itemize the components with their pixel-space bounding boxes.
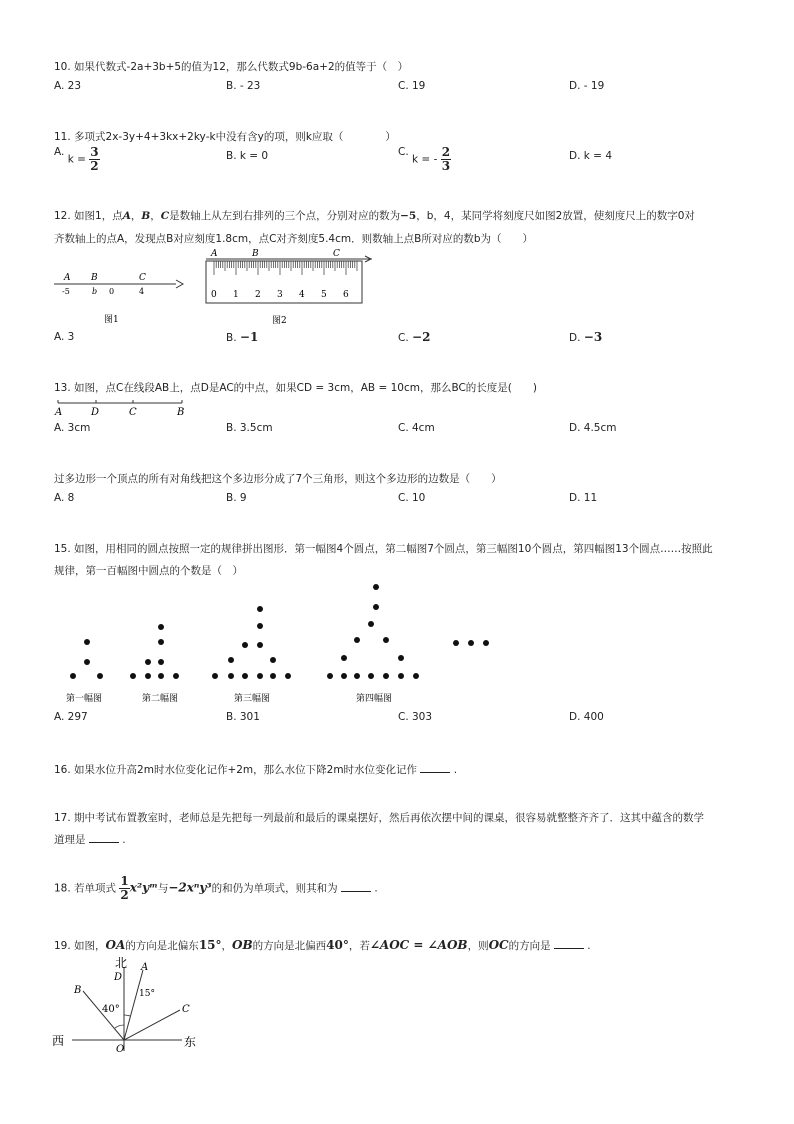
q18-answer-blank[interactable] bbox=[341, 881, 371, 892]
pattern-dot bbox=[84, 659, 90, 665]
pattern-dot bbox=[373, 584, 379, 590]
seg-label-d: D bbox=[91, 407, 100, 418]
pattern-caption-2: 第二幅图 bbox=[142, 694, 179, 704]
pattern-dot bbox=[257, 623, 263, 629]
pattern-dot bbox=[341, 655, 347, 661]
pattern-dot bbox=[373, 604, 379, 610]
pattern-dot bbox=[257, 642, 263, 648]
q19-stem bbox=[54, 938, 591, 953]
q11-option-d[interactable]: D. k = 4 bbox=[569, 150, 612, 162]
q12-option-b-value: −1 bbox=[239, 330, 259, 344]
frac-numerator: 1 bbox=[120, 874, 129, 888]
q12-option-b[interactable] bbox=[226, 330, 258, 344]
q18-stem bbox=[54, 875, 378, 902]
dot-pattern bbox=[70, 584, 489, 679]
pattern-dot bbox=[257, 606, 263, 612]
pattern-dot bbox=[368, 673, 374, 679]
pattern-dot bbox=[354, 637, 360, 643]
q19-text-e: ，若 bbox=[348, 940, 370, 952]
fig2-label-a: A bbox=[211, 249, 218, 259]
q18-text-a: 18. 若单项式 bbox=[54, 882, 117, 895]
pattern-dot bbox=[257, 673, 263, 679]
q12-option-c-value: −2 bbox=[412, 330, 431, 344]
q13-option-d[interactable]: D. 4.5cm bbox=[569, 422, 617, 434]
q14-stem: 过多边形一个顶点的所有对角线把这个多边形分成了7个三角形，则这个多边形的边数是（ ） bbox=[54, 473, 502, 485]
q19-deg15: 15° bbox=[198, 938, 222, 952]
pattern-dot bbox=[173, 673, 179, 679]
frac-numerator: 3 bbox=[90, 145, 99, 159]
q12-point-c: C bbox=[160, 210, 170, 222]
q12-option-c-label: C. bbox=[398, 332, 409, 344]
q11-option-c[interactable] bbox=[398, 146, 451, 173]
q15-stem-line1: 15. 如图，用相同的圆点按照一定的规律拼出图形．第一幅图4个圆点，第二幅图7个圆点，第三幅图10个圆点，第四幅图13个圆点……按照此 bbox=[54, 543, 713, 555]
q10-stem: 10. 如果代数式-2a+3b+5的值为12，那么代数式9b-6a+2的值等于（ ） bbox=[54, 61, 409, 73]
q11-option-a-fraction bbox=[89, 146, 99, 173]
q12-option-a[interactable]: A. 3 bbox=[54, 331, 75, 343]
q11-option-a-lhs: k = bbox=[67, 153, 86, 166]
q18-monomial-1: x²yᵐ bbox=[129, 880, 158, 895]
q12-option-d[interactable] bbox=[569, 330, 602, 344]
seg-label-a: A bbox=[55, 407, 63, 418]
q13-option-c[interactable]: C. 4cm bbox=[398, 422, 435, 434]
q12-option-c[interactable] bbox=[398, 330, 430, 344]
q10-option-d[interactable]: D. ‑ 19 bbox=[569, 80, 605, 92]
q19-text-c: ， bbox=[221, 940, 233, 952]
q12-stem-line2: 齐数轴上的点A，发现点B对应刻度1.8cm，点C对齐刻度5.4cm．则数轴上点B所对应的数b为（ ） bbox=[54, 233, 533, 245]
ruler-num-0: 0 bbox=[211, 290, 217, 300]
fig2-label-b: B bbox=[252, 249, 259, 259]
fig-label-c: C bbox=[182, 1004, 190, 1015]
pattern-dot bbox=[383, 673, 389, 679]
q19-ob: OB bbox=[232, 938, 253, 952]
fig1-label-a: A bbox=[64, 273, 71, 283]
q12-figure1-number-line bbox=[54, 270, 184, 326]
q18-monomial-2: −2xⁿy³ bbox=[168, 880, 212, 895]
pattern-dot bbox=[341, 673, 347, 679]
q12-stem-line1 bbox=[54, 208, 695, 223]
pattern-dot bbox=[468, 640, 474, 646]
pattern-dot bbox=[228, 673, 234, 679]
q11-stem: 11. 多项式2x‑3y+4+3kx+2ky‑k中没有含y的项，则k应取（ ） bbox=[54, 131, 396, 143]
q10-option-b[interactable]: B. ‑ 23 bbox=[226, 80, 261, 92]
pattern-caption-4: 第四幅图 bbox=[356, 694, 393, 704]
q19-text-g: 的方向是 bbox=[508, 940, 551, 952]
q13-option-b[interactable]: B. 3.5cm bbox=[226, 422, 273, 434]
seg-label-c: C bbox=[129, 407, 137, 418]
ruler-num-3: 3 bbox=[277, 290, 283, 300]
ruler-num-2: 2 bbox=[255, 290, 261, 300]
pattern-dot bbox=[383, 637, 389, 643]
ruler-num-6: 6 bbox=[343, 290, 349, 300]
pattern-caption-1: 第一幅图 bbox=[66, 694, 103, 704]
pattern-dot bbox=[327, 673, 333, 679]
fig2-label-c: C bbox=[333, 249, 340, 259]
pattern-dot bbox=[145, 659, 151, 665]
q12-stem-c: ，b，4，某同学将刻度尺如图2放置，使刻度尺上的数字0对 bbox=[416, 210, 695, 222]
fig-label-a: A bbox=[141, 962, 149, 973]
angle-arc-40 bbox=[115, 1025, 124, 1028]
pattern-dot bbox=[84, 639, 90, 645]
q19-text-d: 的方向是北偏西 bbox=[252, 940, 327, 952]
q12-stem-a: 12. 如图1，点 bbox=[54, 210, 123, 222]
q12-sep1: ， bbox=[130, 210, 142, 222]
frac-numerator: 2 bbox=[441, 145, 451, 159]
fig1-tick-4: 4 bbox=[139, 287, 145, 296]
pattern-dot bbox=[270, 657, 276, 663]
q15-dot-pattern-figure bbox=[54, 578, 494, 706]
ray-oa bbox=[124, 970, 143, 1040]
fig-label-b: B bbox=[74, 985, 82, 996]
ruler-num-4: 4 bbox=[299, 290, 305, 300]
fig1-caption: 图1 bbox=[104, 315, 119, 325]
pattern-dot bbox=[145, 673, 151, 679]
q11-option-c-fraction bbox=[441, 146, 451, 173]
pattern-dot bbox=[354, 673, 360, 679]
pattern-dot bbox=[242, 673, 248, 679]
pattern-dot bbox=[212, 673, 218, 679]
pattern-caption-3: 第三幅图 bbox=[234, 694, 271, 704]
pattern-dot bbox=[270, 673, 276, 679]
fig1-label-c: C bbox=[139, 273, 146, 283]
q18-mid: 与 bbox=[157, 882, 169, 895]
q14-option-b[interactable]: B. 9 bbox=[226, 492, 247, 504]
q13-stem: 13. 如图，点C在线段AB上，点D是AC的中点，如果CD = 3cm，AB = 10cm，那么BC的长度是( ) bbox=[54, 382, 538, 394]
pattern-dot bbox=[398, 673, 404, 679]
q17-answer-blank[interactable] bbox=[89, 832, 119, 843]
pattern-dot bbox=[158, 639, 164, 645]
q11-option-b[interactable]: B. k = 0 bbox=[226, 150, 269, 162]
q15-option-c[interactable]: C. 303 bbox=[398, 711, 433, 723]
pattern-dot bbox=[97, 673, 103, 679]
q19-direction-figure bbox=[50, 955, 210, 1057]
q11-option-a[interactable] bbox=[54, 146, 100, 173]
q19-text-b: 的方向是北偏东 bbox=[125, 940, 199, 952]
fig1-label-b: B bbox=[91, 273, 98, 283]
q19-text-f: ，则 bbox=[467, 940, 489, 952]
q15-option-d[interactable]: D. 400 bbox=[569, 711, 604, 723]
q19-answer-blank[interactable] bbox=[554, 938, 584, 949]
fig-label-d: D bbox=[114, 972, 123, 983]
q12-neg5: −5 bbox=[400, 210, 417, 222]
pattern-dot bbox=[453, 640, 459, 646]
ruler-ticks bbox=[214, 261, 357, 275]
ray-ob bbox=[83, 991, 124, 1040]
fig-west-label: 西 bbox=[52, 1034, 65, 1048]
q16-stem bbox=[54, 762, 457, 777]
pattern-dot bbox=[398, 655, 404, 661]
q10-option-c[interactable]: C. 19 bbox=[398, 80, 426, 92]
pattern-dot bbox=[70, 673, 76, 679]
q12-sep2: ， bbox=[150, 210, 161, 222]
fig1-tick-b: b bbox=[92, 287, 98, 296]
q15-option-a[interactable]: A. 297 bbox=[54, 711, 88, 723]
fig-angle-40: 40° bbox=[102, 1004, 120, 1015]
q13-option-a[interactable]: A. 3cm bbox=[54, 422, 91, 434]
q15-stem-line2: 规律，第一百幅图中圆点的个数是（ ） bbox=[54, 565, 243, 577]
q18-end: . bbox=[374, 882, 378, 895]
fig1-tick-minus5: -5 bbox=[62, 287, 70, 296]
seg-label-b: B bbox=[177, 407, 185, 418]
q12-option-b-label: B. bbox=[226, 332, 237, 344]
ray-oc bbox=[124, 1010, 180, 1040]
q18-fraction bbox=[119, 875, 129, 902]
angle-arc-15 bbox=[124, 1015, 130, 1016]
q14-option-a[interactable]: A. 8 bbox=[54, 492, 75, 504]
pattern-dot bbox=[130, 673, 136, 679]
q12-option-d-label: D. bbox=[569, 332, 581, 344]
q17-text: 道理是 bbox=[54, 834, 86, 846]
q12-point-b: B bbox=[141, 210, 151, 222]
q19-oa: OA bbox=[105, 938, 126, 952]
q11-option-c-lhs: k = ‑ bbox=[412, 153, 438, 166]
q12-stem-b: 是数轴上从左到右排列的三个点，分别对应的数为 bbox=[169, 210, 401, 222]
q11-option-a-label: A. bbox=[54, 146, 65, 158]
pattern-dot bbox=[368, 621, 374, 627]
q17-stem-line2 bbox=[54, 832, 126, 847]
q19-end: . bbox=[587, 940, 591, 952]
q12-figure2-ruler bbox=[200, 247, 372, 327]
q19-oc: OC bbox=[488, 938, 509, 952]
fig-east-label: 东 bbox=[184, 1035, 197, 1049]
fig2-caption: 图2 bbox=[272, 316, 287, 326]
q13-segment-figure bbox=[54, 397, 194, 419]
q17-stem-line1: 17. 期中考试布置教室时，老师总是先把每一列最前和最后的课桌摆好，然后再依次摆中间的课桌，很容易就整整齐齐了．这其中蕴含的数学 bbox=[54, 812, 705, 824]
q17-end: . bbox=[122, 834, 126, 846]
q14-option-c[interactable]: C. 10 bbox=[398, 492, 426, 504]
q16-end: . bbox=[453, 764, 458, 776]
pattern-dot bbox=[158, 624, 164, 630]
pattern-dot bbox=[158, 659, 164, 665]
frac-denominator: 2 bbox=[120, 888, 129, 902]
frac-denominator: 3 bbox=[441, 159, 451, 173]
fig-north-label: 北 bbox=[115, 956, 128, 970]
q10-option-a[interactable]: A. 23 bbox=[54, 80, 82, 92]
q19-deg40: 40° bbox=[326, 938, 349, 952]
pattern-dot bbox=[285, 673, 291, 679]
pattern-dot bbox=[242, 642, 248, 648]
fig1-tick-0: 0 bbox=[109, 287, 115, 296]
ruler-num-5: 5 bbox=[321, 290, 327, 300]
fig-label-o: O bbox=[116, 1044, 125, 1055]
frac-denominator: 2 bbox=[90, 159, 99, 173]
q19-text-a: 19. 如图， bbox=[54, 940, 106, 952]
q11-option-c-label: C. bbox=[398, 146, 409, 158]
q16-text: 16. 如果水位升高2m时水位变化记作+2m，那么水位下降2m时水位变化记作 bbox=[54, 764, 418, 776]
q12-option-d-value: −3 bbox=[583, 330, 603, 344]
pattern-dot bbox=[413, 673, 419, 679]
pattern-dot bbox=[483, 640, 489, 646]
pattern-dot bbox=[228, 657, 234, 663]
ruler-num-1: 1 bbox=[233, 290, 239, 300]
fig-angle-15: 15° bbox=[139, 989, 155, 999]
q19-angle-equation: ∠AOC = ∠AOB bbox=[369, 938, 468, 952]
arrow-right-icon bbox=[176, 280, 183, 288]
q12-point-a: A bbox=[122, 210, 131, 222]
q18-text-b: 的和仍为单项式，则其和为 bbox=[211, 882, 338, 895]
pattern-dot bbox=[158, 673, 164, 679]
q16-answer-blank[interactable] bbox=[420, 762, 450, 773]
q15-option-b[interactable]: B. 301 bbox=[226, 711, 260, 723]
q14-option-d[interactable]: D. 11 bbox=[569, 492, 598, 504]
ruler-numbers bbox=[211, 290, 349, 300]
